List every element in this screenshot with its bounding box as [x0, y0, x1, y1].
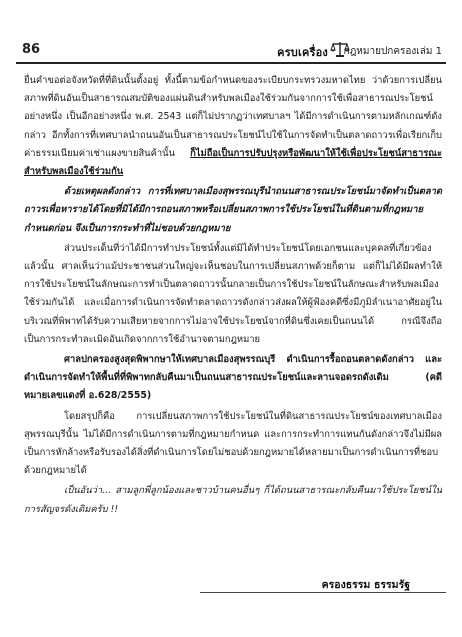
- paragraph-4-judgment: ศาลปกครองสูงสุดพิพากษาให้เทศบาลเมืองสุพรรณบุรี ดำเนินการรื้อถอนตลาดดังกล่าว และดำเนินการจัดทำให้พื้นที่ที่พิพาทกลับคืนมาเป็นถนนสาธารณประโยชน์และลานจอดรถดังเดิม (คดีหมายเลขแดงที่ อ.628/2555): [24, 354, 442, 402]
- page-number: 86: [22, 42, 41, 57]
- paragraph-3: ส่วนประเด็นที่ว่าได้มีการทำประโยชน์ทั้งแต่มิได้ทำประโยชน์โดยเอกชนและบุคคลที่เกี่ยวข้องแล้วนั้น ศาลเห็นว่าแม้ประชาชนส่วนใหญ่จะเห็นชอบในการเปลี่ยนสภาพด้วยก็ตาม แต่ก็ไม่ได้มีผลทำให้การใช้ประโยชน์ในลักษณะการทำเป็นตลาดถาวรนั้นกลายเป็นการใช้ประโยชน์ในลักษณะสำหรับพลเมืองใช้ร่วมกันได้ และเมื่อการดำเนินการจัดทำตลาดถาวรดังกล่าวส่งผลให้ผู้ฟ้องคดีซึ่งมีภูมิลำเนาอาศัยอยู่ในบริเวณที่พิพาทได้รับความเสียหายจากการไม่อาจใช้ประโยชน์จากที่ดินซึ่งเคยเป็นถนนได้ กรณีจึงถือเป็นการกระทำละเมิดอันเกิดจากการใช้อำนาจตามกฎหมาย: [24, 242, 442, 345]
- header-divider: [16, 62, 446, 64]
- paragraph-5: โดยสรุปก็คือ การเปลี่ยนสภาพการใช้ประโยชน์ในที่ดินสาธารณประโยชน์ของเทศบาลเมืองสุพรรณบุรีนั้น ไม่ได้มีการดำเนินการตามที่กฎหมายกำหนด และการกระทำการแทนกันดังกล่าวจึงไม่มีผลเป็นการหักล้างหรือรับรองได้สิ่งที่ดำเนินการโดยไม่ชอบด้วยกฎหมายได้หลายมาเป็นการดำเนินการที่ชอบด้วยกฎหมายได้: [24, 410, 442, 477]
- author-signature: ครองธรรม ธรรมรัฐ: [321, 579, 410, 591]
- paragraph-1-emphasis: ก็ไม่ถือเป็นการปรับปรุงหรือพัฒนาให้ใช้เพื่อประโยชน์สาธารณะสำหรับพลเมืองใช้ร่วมกัน: [24, 147, 442, 178]
- book-brand: ครบเครื่อง: [277, 46, 328, 59]
- paragraph-1: [24, 72, 442, 181]
- body-text: [24, 72, 442, 519]
- page-header: [16, 40, 446, 62]
- book-subtitle: กฎหมายปกครองเล่ม 1: [343, 46, 442, 57]
- paragraph-6: เป็นอันว่า... สามลูกพี่ลูกน้องและชาวบ้านคนอื่นๆ ก็ได้ถนนสาธารณะกลับคืนมาใช้ประโยชน์ในการสัญจรดังเดิมครับ !!: [24, 485, 442, 515]
- paragraph-2: ด้วยเหตุผลดังกล่าว การที่เทศบาลเมืองสุพรรณบุรีนำถนนสาธารณประโยชน์มาจัดทำเป็นตลาดถาวรเพื่อหารายได้โดยที่มิได้มีการถอนสภาพหรือเปลี่ยนสภาพการใช้ประโยชน์ในที่ดินตามที่กฎหมายกำหนดก่อน จึงเป็นการกระทำที่ไม่ชอบด้วยกฎหมาย: [24, 186, 442, 234]
- paragraph-1-text: ยื่นคำขอต่อจังหวัดที่ที่ดินนั้นตั้งอยู่ ทั้งนี้ตามข้อกำหนดของระเบียบกระทรวงมหาดไทย ว่าด้วยการเปลี่ยนสภาพที่ดินอันเป็นสาธารณสมบัติของแผ่นดินสำหรับพลเมืองใช้ร่วมกันจากการใช้เพื่อสาธารณประโยชน์อย่างหนึ่ง เป็นอีกอย่างหนึ่ง พ.ศ. 2543 แต่ก็ไม่ปรากฏว่าเทศบาลฯ ได้มีการดำเนินการตามหลักเกณฑ์ดังกล่าว อีกทั้งการที่เทศบาลนำถนนอันเป็นสาธารณประโยชน์ไปใช้ในการจัดทำเป็นตลาดถาวรเพื่อเรียกเก็บค่าธรรมเนียมค่าเช่าแผงขายสินค้านั้น: [24, 75, 442, 159]
- footer-divider: [200, 592, 446, 593]
